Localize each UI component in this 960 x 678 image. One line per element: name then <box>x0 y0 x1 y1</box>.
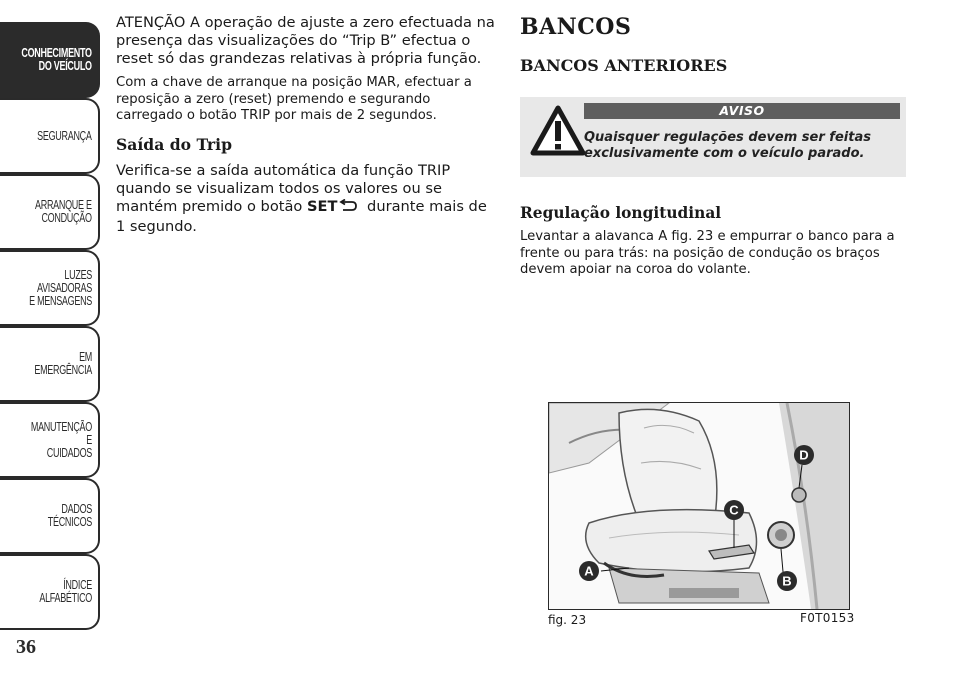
right-column <box>520 14 908 279</box>
section-heading: BANCOS ANTERIORES <box>520 56 728 75</box>
chapter-tabs <box>0 22 100 630</box>
label-b: B <box>782 573 792 589</box>
tab-dados-tecnicos[interactable] <box>0 478 100 554</box>
label-b-marker <box>777 571 797 591</box>
tab-arranque-e-conducao[interactable] <box>0 174 100 250</box>
label-d: D <box>799 447 809 463</box>
label-c: C <box>729 502 739 518</box>
trip-exit-text-1: Verifica-se a saída automática da função TRIP quando se visualizam todos os valores ou se mantém premido o botão <box>116 161 451 215</box>
trip-exit-paragraph <box>116 162 498 236</box>
label-a: A <box>584 563 594 579</box>
warning-text: Quaisquer regulações devem ser feitas exclusivamente com o veículo parado. <box>584 130 871 161</box>
tab-label: CONHECIMENTO DO VEÍCULO <box>21 46 92 73</box>
warning-header: AVISO <box>584 103 900 119</box>
label-c-marker <box>724 500 744 520</box>
reset-paragraph: Com a chave de arranque na posição MAR, efectuar a reposição a zero (reset) premendo e segurando carregado o botão TRIP por mais de 2 segundos. <box>116 75 472 123</box>
seat-illustration <box>549 403 849 609</box>
tab-conhecimento-do-veiculo[interactable] <box>0 22 100 98</box>
set-button-label: SET <box>306 197 338 215</box>
longitudinal-adjustment-heading: Regulação longitudinal <box>520 204 722 222</box>
trip-exit-text-2: durante mais de 1 segundo. <box>116 197 487 235</box>
page-title: BANCOS <box>520 14 632 40</box>
seat-figure <box>548 402 850 610</box>
figure-code: F0T0153 <box>800 611 855 625</box>
label-a-marker <box>579 561 599 581</box>
tab-label: EM EMERGÊNCIA <box>34 350 92 377</box>
warning-triangle-icon <box>530 105 586 157</box>
trip-exit-heading: Saída do Trip <box>116 134 232 154</box>
tab-label: SEGURANÇA <box>37 128 92 143</box>
tab-seguranca[interactable] <box>0 98 100 174</box>
page-number: 36 <box>16 636 36 658</box>
label-d-marker <box>794 445 814 465</box>
return-arrow-icon <box>338 199 358 218</box>
tab-label: ÍNDICE ALFABÉTICO <box>39 578 92 605</box>
tab-label: LUZES AVISADORAS E MENSAGENS <box>29 267 92 308</box>
tab-label: DADOS TÉCNICOS <box>47 502 92 529</box>
tab-em-emergencia[interactable] <box>0 326 100 402</box>
tab-indice-alfabetico[interactable] <box>0 554 100 630</box>
left-column <box>116 14 498 243</box>
longitudinal-adjustment-paragraph: Levantar a alavanca A fig. 23 e empurrar o banco para a frente ou para trás: na posição de condução os braços devem apoiar na coroa do volante. <box>520 229 895 277</box>
tab-label: MANUTENÇÃO E CUIDADOS <box>30 419 93 460</box>
tab-luzes-avisadoras[interactable] <box>0 250 100 326</box>
tab-label: ARRANQUE E CONDUÇÃO <box>35 198 92 225</box>
attention-paragraph: ATENÇÃO A operação de ajuste a zero efectuada na presença das visualizações do “Trip B” efectua o reset só das grandezas relativas à própria função. <box>116 14 495 67</box>
warning-box <box>520 97 906 177</box>
tab-manutencao-e-cuidados[interactable] <box>0 402 100 478</box>
figure-caption: fig. 23 <box>548 613 587 627</box>
